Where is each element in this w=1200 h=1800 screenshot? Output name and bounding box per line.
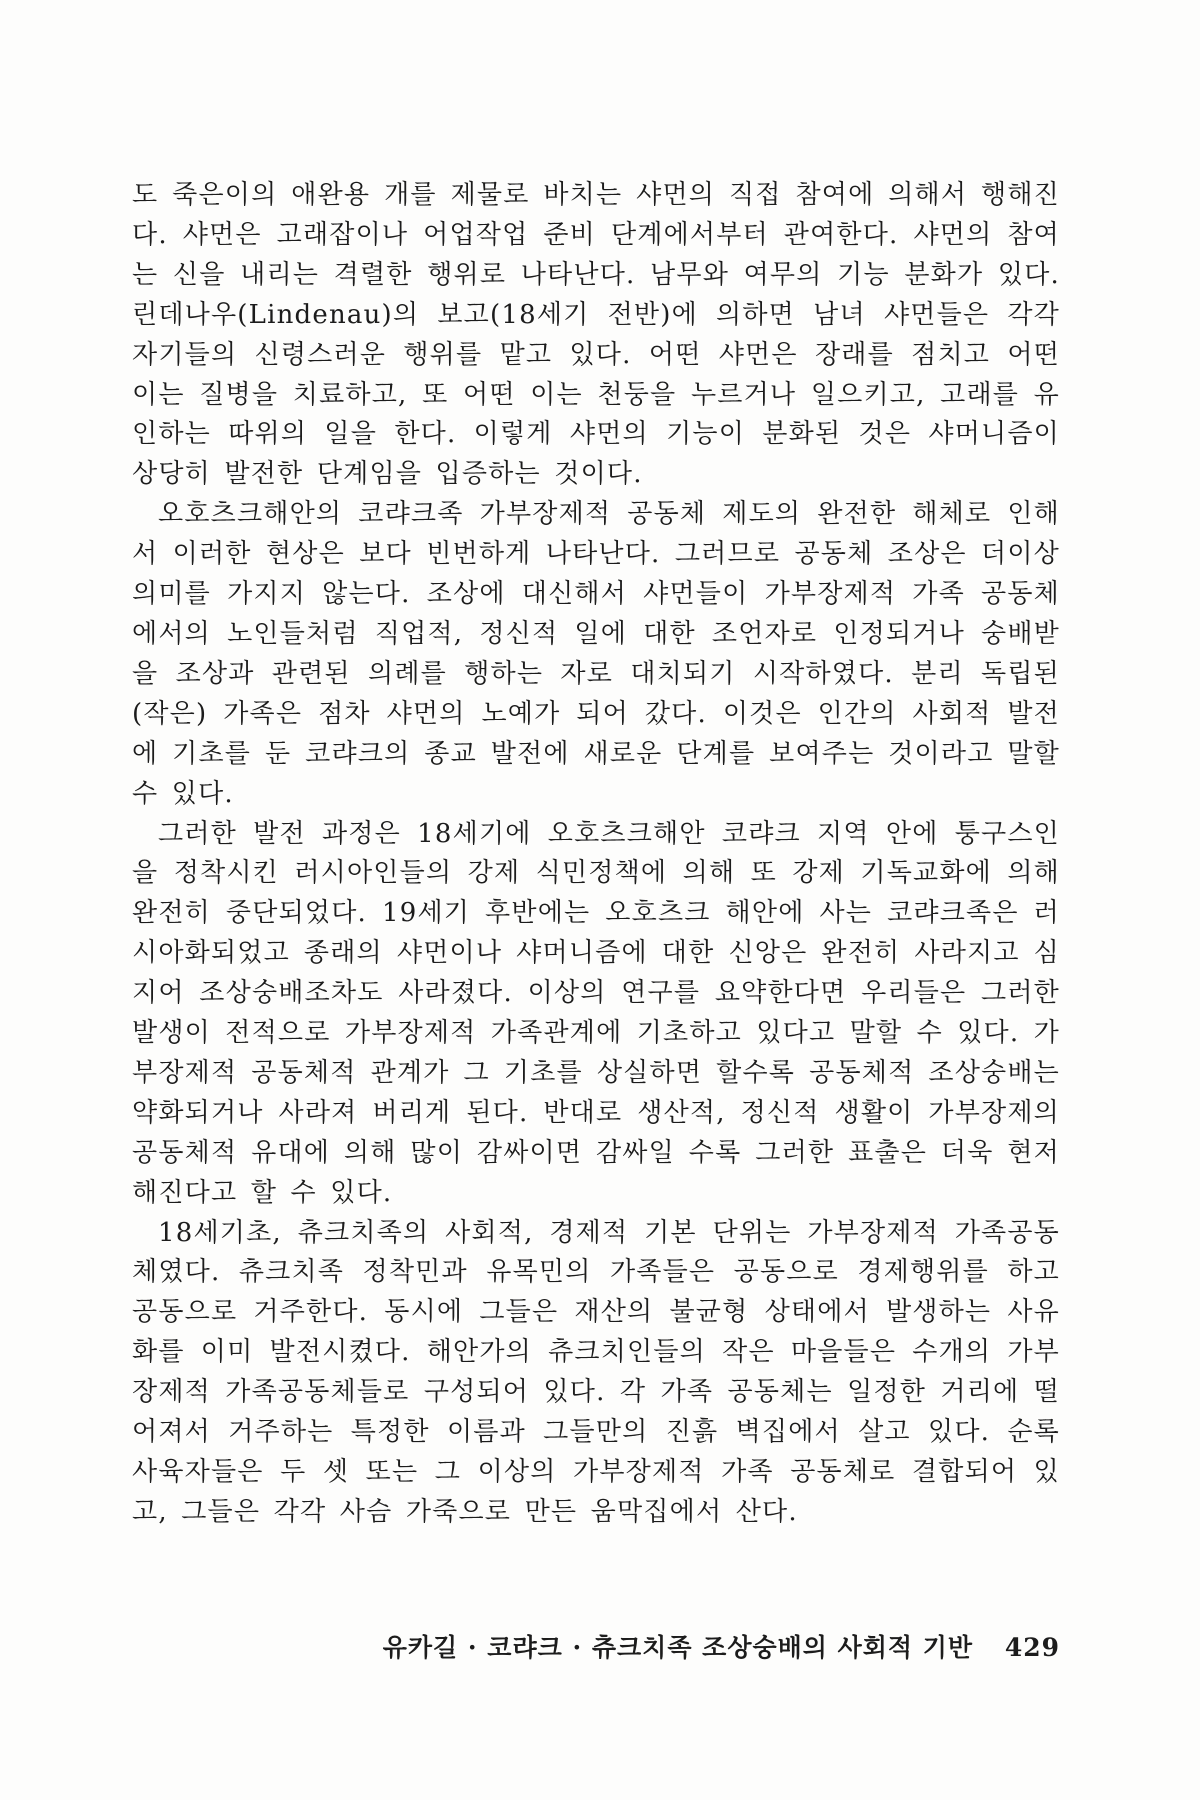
body-text — [132, 176, 1060, 1533]
paragraph-2: 오호츠크해안의 코랴크족 가부장제적 공동체 제도의 완전한 해체로 인해서 이러한 현상은 보다 빈번하게 나타난다. 그러므로 공동체 조상은 더이상 의미를 가지지 않는다. 조상에 대신해서 샤먼들이 가부장제적 가족 공동체에서의 노인들처럼 직업적, 정신적 일에 대한 조언자로 인정되거나 숭배받을 조상과 관련된 의례를 행하는 자로 대치되기 시작하였다. 분리 독립된(작은) 가족은 점차 샤먼의 노예가 되어 갔다. 이것은 인간의 사회적 발전에 기초를 둔 코랴크의 종교 발전에 새로운 단계를 보여주는 것이라고 말할 수 있다. — [132, 499, 1060, 809]
paragraph-1: 도 죽은이의 애완용 개를 제물로 바치는 샤먼의 직접 참여에 의해서 행해진다. 샤먼은 고래잡이나 어업작업 준비 단계에서부터 관여한다. 샤먼의 참여는 신을 내리는 격렬한 행위로 나타난다. 남무와 여무의 기능 분화가 있다. 린데나우(Lindenau)의 보고(18세기 전반)에 의하면 남녀 샤먼들은 각각 자기들의 신령스러운 행위를 맡고 있다. 어떤 샤먼은 장래를 점치고 어떤 이는 질병을 치료하고, 또 어떤 이는 천둥을 누르거나 일으키고, 고래를 유인하는 따위의 일을 한다. 이렇게 샤먼의 기능이 분화된 것은 샤머니즘이 상당히 발전한 단계임을 입증하는 것이다. — [132, 180, 1060, 490]
paragraph-4: 18세기초, 츄크치족의 사회적, 경제적 기본 단위는 가부장제적 가족공동체였다. 츄크치족 정착민과 유목민의 가족들은 공동으로 경제행위를 하고 공동으로 거주한다. 동시에 그들은 재산의 불균형 상태에서 발생하는 사유화를 이미 발전시켰다. 해안가의 츄크치인들의 작은 마을들은 수개의 가부장제적 가족공동체들로 구성되어 있다. 각 가족 공동체는 일정한 거리에 떨어져서 거주하는 특정한 이름과 그들만의 진흙 벽집에서 살고 있다. 순록 사육자들은 두 셋 또는 그 이상의 가부장제적 가족 공동체로 결합되어 있고, 그들은 각각 사슴 가죽으로 만든 움막집에서 산다. — [132, 1217, 1060, 1527]
page-number: 429 — [1004, 1633, 1060, 1662]
running-title: 유카길 · 코랴크 · 츄크치족 조상숭배의 사회적 기반 — [382, 1633, 974, 1662]
paragraph-3: 그러한 발전 과정은 18세기에 오호츠크해안 코랴크 지역 안에 퉁구스인을 정착시킨 러시아인들의 강제 식민정책에 의해 또 강제 기독교화에 의해 완전히 중단되었다. 19세기 후반에는 오호츠크 해안에 사는 코랴크족은 러시아화되었고 종래의 샤먼이나 샤머니즘에 대한 신앙은 완전히 사라지고 심지어 조상숭배조차도 사라졌다. 이상의 연구를 요약한다면 우리들은 그러한 발생이 전적으로 가부장제적 가족관계에 기초하고 있다고 말할 수 있다. 가부장제적 공동체적 관계가 그 기초를 상실하면 할수록 공동체적 조상숭배는 약화되거나 사라져 버리게 된다. 반대로 생산적, 정신적 생활이 가부장제의 공동체적 유대에 의해 많이 감싸이면 감싸일 수록 그러한 표출은 더욱 현저해진다고 할 수 있다. — [132, 818, 1060, 1208]
page-footer — [360, 1628, 1060, 1664]
